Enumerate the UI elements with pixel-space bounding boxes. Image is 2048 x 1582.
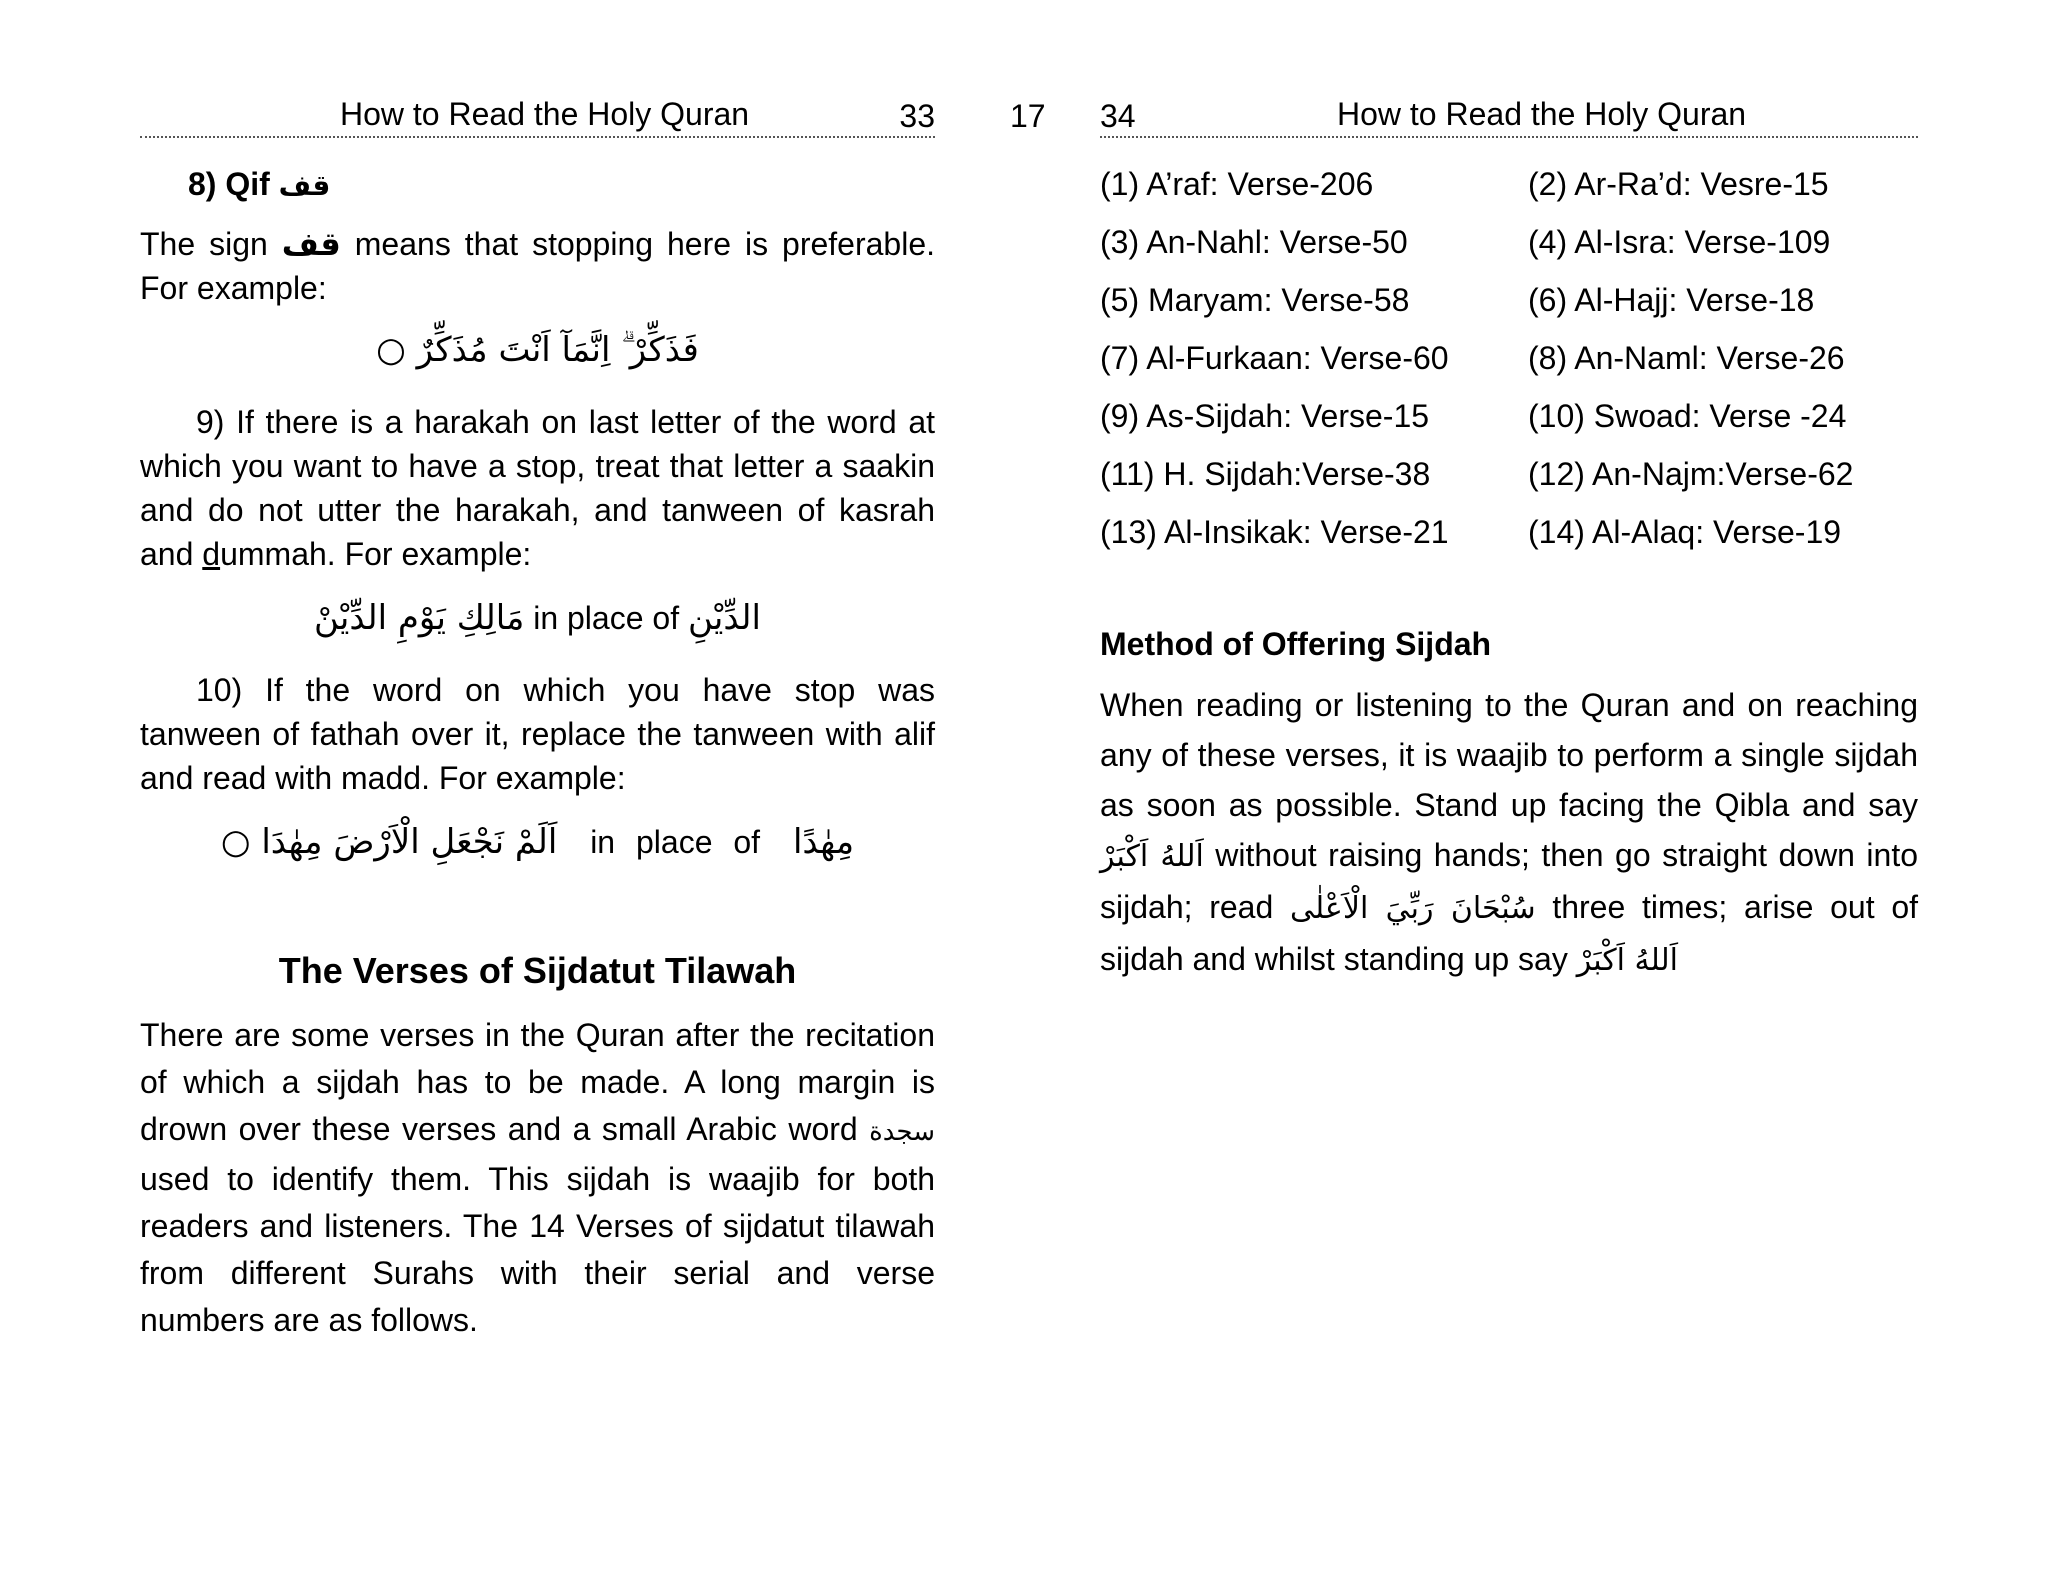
- left-page-header: [140, 90, 935, 138]
- rule10-example-arabic-1: اَلَمْ نَجْعَلِ الْاَرْضَ مِهٰدَا ○: [220, 822, 558, 862]
- verse-item: (5) Maryam: Verse-58: [1100, 282, 1410, 318]
- rule10-example-arabic-2: مِهٰدًا: [792, 822, 855, 862]
- method-heading: Method of Offering Sijdah: [1100, 626, 1492, 662]
- left-header-title: How to Read the Holy Quran: [340, 96, 750, 132]
- verse-item: (6) Al-Hajj: Verse-18: [1528, 282, 1815, 318]
- method-arabic-1: اَللهُ اَكْبَرْ: [1100, 839, 1204, 874]
- rule9-text-after: ummah. For example:: [220, 536, 532, 572]
- verse-item: (7) Al-Furkaan: Verse-60: [1100, 340, 1449, 376]
- verse-item: (9) As-Sijdah: Verse-15: [1100, 398, 1430, 434]
- right-page-header: [1100, 90, 1918, 138]
- method-text-2: without raising hands; then go straight down into sijdah; read: [1100, 837, 1919, 925]
- rule9-paragraph: [140, 400, 935, 576]
- right-page: [1100, 0, 1918, 1582]
- sijdah-section-paragraph: [140, 1012, 935, 1344]
- method-paragraph: [1100, 680, 1918, 986]
- sijdah-text-after: used to identify them. This sijdah is waajib for both readers and listeners. The 14 Verses of sijdatut tilawah from different Surahs with their serial and verse numbers are as follows.: [140, 1161, 935, 1338]
- qif-heading: [188, 166, 330, 203]
- qif-example-arabic: فَذَكِّرْ ۗ اِنَّمَآ اَنْتَ مُذَكِّرٌ ○: [376, 330, 699, 370]
- qif-label: 8) Qif: [188, 166, 270, 202]
- verse-item: (11) H. Sijdah:Verse-38: [1100, 456, 1431, 492]
- right-page-number: 34: [1100, 98, 1136, 134]
- verse-item: (10) Swoad: Verse -24: [1528, 398, 1847, 434]
- verse-list: [1100, 162, 1918, 554]
- sijdah-section-heading: The Verses of Sijdatut Tilawah: [278, 950, 797, 991]
- rule10-example-connector: in place of: [590, 824, 761, 860]
- rule10-paragraph: 10) If the word on which you have stop was tanween of fathah over it, replace the tanween with alif and read with madd. For example:: [140, 672, 935, 796]
- right-header-title: How to Read the Holy Quran: [1337, 96, 1747, 132]
- rule9-example: [140, 598, 935, 638]
- rule10-example: [140, 822, 935, 862]
- verse-item: (12) An-Najm:Verse-62: [1528, 456, 1854, 492]
- left-page: [140, 0, 935, 1582]
- qif-sign-suffix: means that stopping here is preferable. For example:: [140, 226, 936, 306]
- qif-paragraph: [140, 222, 935, 310]
- method-text-1: When reading or listening to the Quran and on reaching any of these verses, it is waajib to perform a single sijdah as soon as possible. Stand up facing the Qibla and say: [1100, 687, 1918, 823]
- qif-arabic: قف: [278, 169, 331, 202]
- sijdah-arabic-word: سجدة: [869, 1117, 935, 1147]
- rule9-underlined: d: [202, 536, 221, 572]
- verse-item: (3) An-Nahl: Verse-50: [1100, 224, 1408, 260]
- rule9-example-arabic-1: مَالِكِ يَوْمِ الدِّيْنْ: [314, 598, 525, 638]
- verse-item: (8) An-Naml: Verse-26: [1528, 340, 1845, 376]
- verse-item: (4) Al-Isra: Verse-109: [1528, 224, 1831, 260]
- center-sheet-number: 17: [1010, 98, 1046, 134]
- left-page-number: 33: [899, 98, 935, 134]
- method-arabic-2: سُبْحَانَ رَبِّيَ الْاَعْلٰى: [1290, 891, 1536, 926]
- verse-item: (2) Ar-Ra’d: Vesre-15: [1528, 166, 1829, 202]
- rule9-example-arabic-2: الدِّيْنِ: [687, 598, 761, 638]
- sijdah-text-before: There are some verses in the Quran after the recitation of which a sijdah has to be made. A long margin is drown over these verses and a small Arabic word: [140, 1017, 935, 1147]
- verse-item: (13) Al-Insikak: Verse-21: [1100, 514, 1449, 550]
- rule9-example-connector: in place of: [533, 600, 680, 636]
- verse-item: (1) A’raf: Verse-206: [1100, 166, 1374, 202]
- qif-sign-arabic: قف: [281, 225, 341, 263]
- method-text-3: three times; arise out of sijdah and whilst standing up say: [1100, 889, 1919, 977]
- rule9-text-before: 9) If there is a harakah on last letter of the word at which you want to have a stop, treat that letter a saakin and do not utter the harakah, and tanween of kasrah and: [140, 404, 935, 572]
- verse-item: (14) Al-Alaq: Verse-19: [1528, 514, 1842, 550]
- qif-sign-prefix: The sign: [140, 226, 268, 262]
- method-arabic-3: اَللهُ اَكْبَرْ: [1576, 943, 1678, 978]
